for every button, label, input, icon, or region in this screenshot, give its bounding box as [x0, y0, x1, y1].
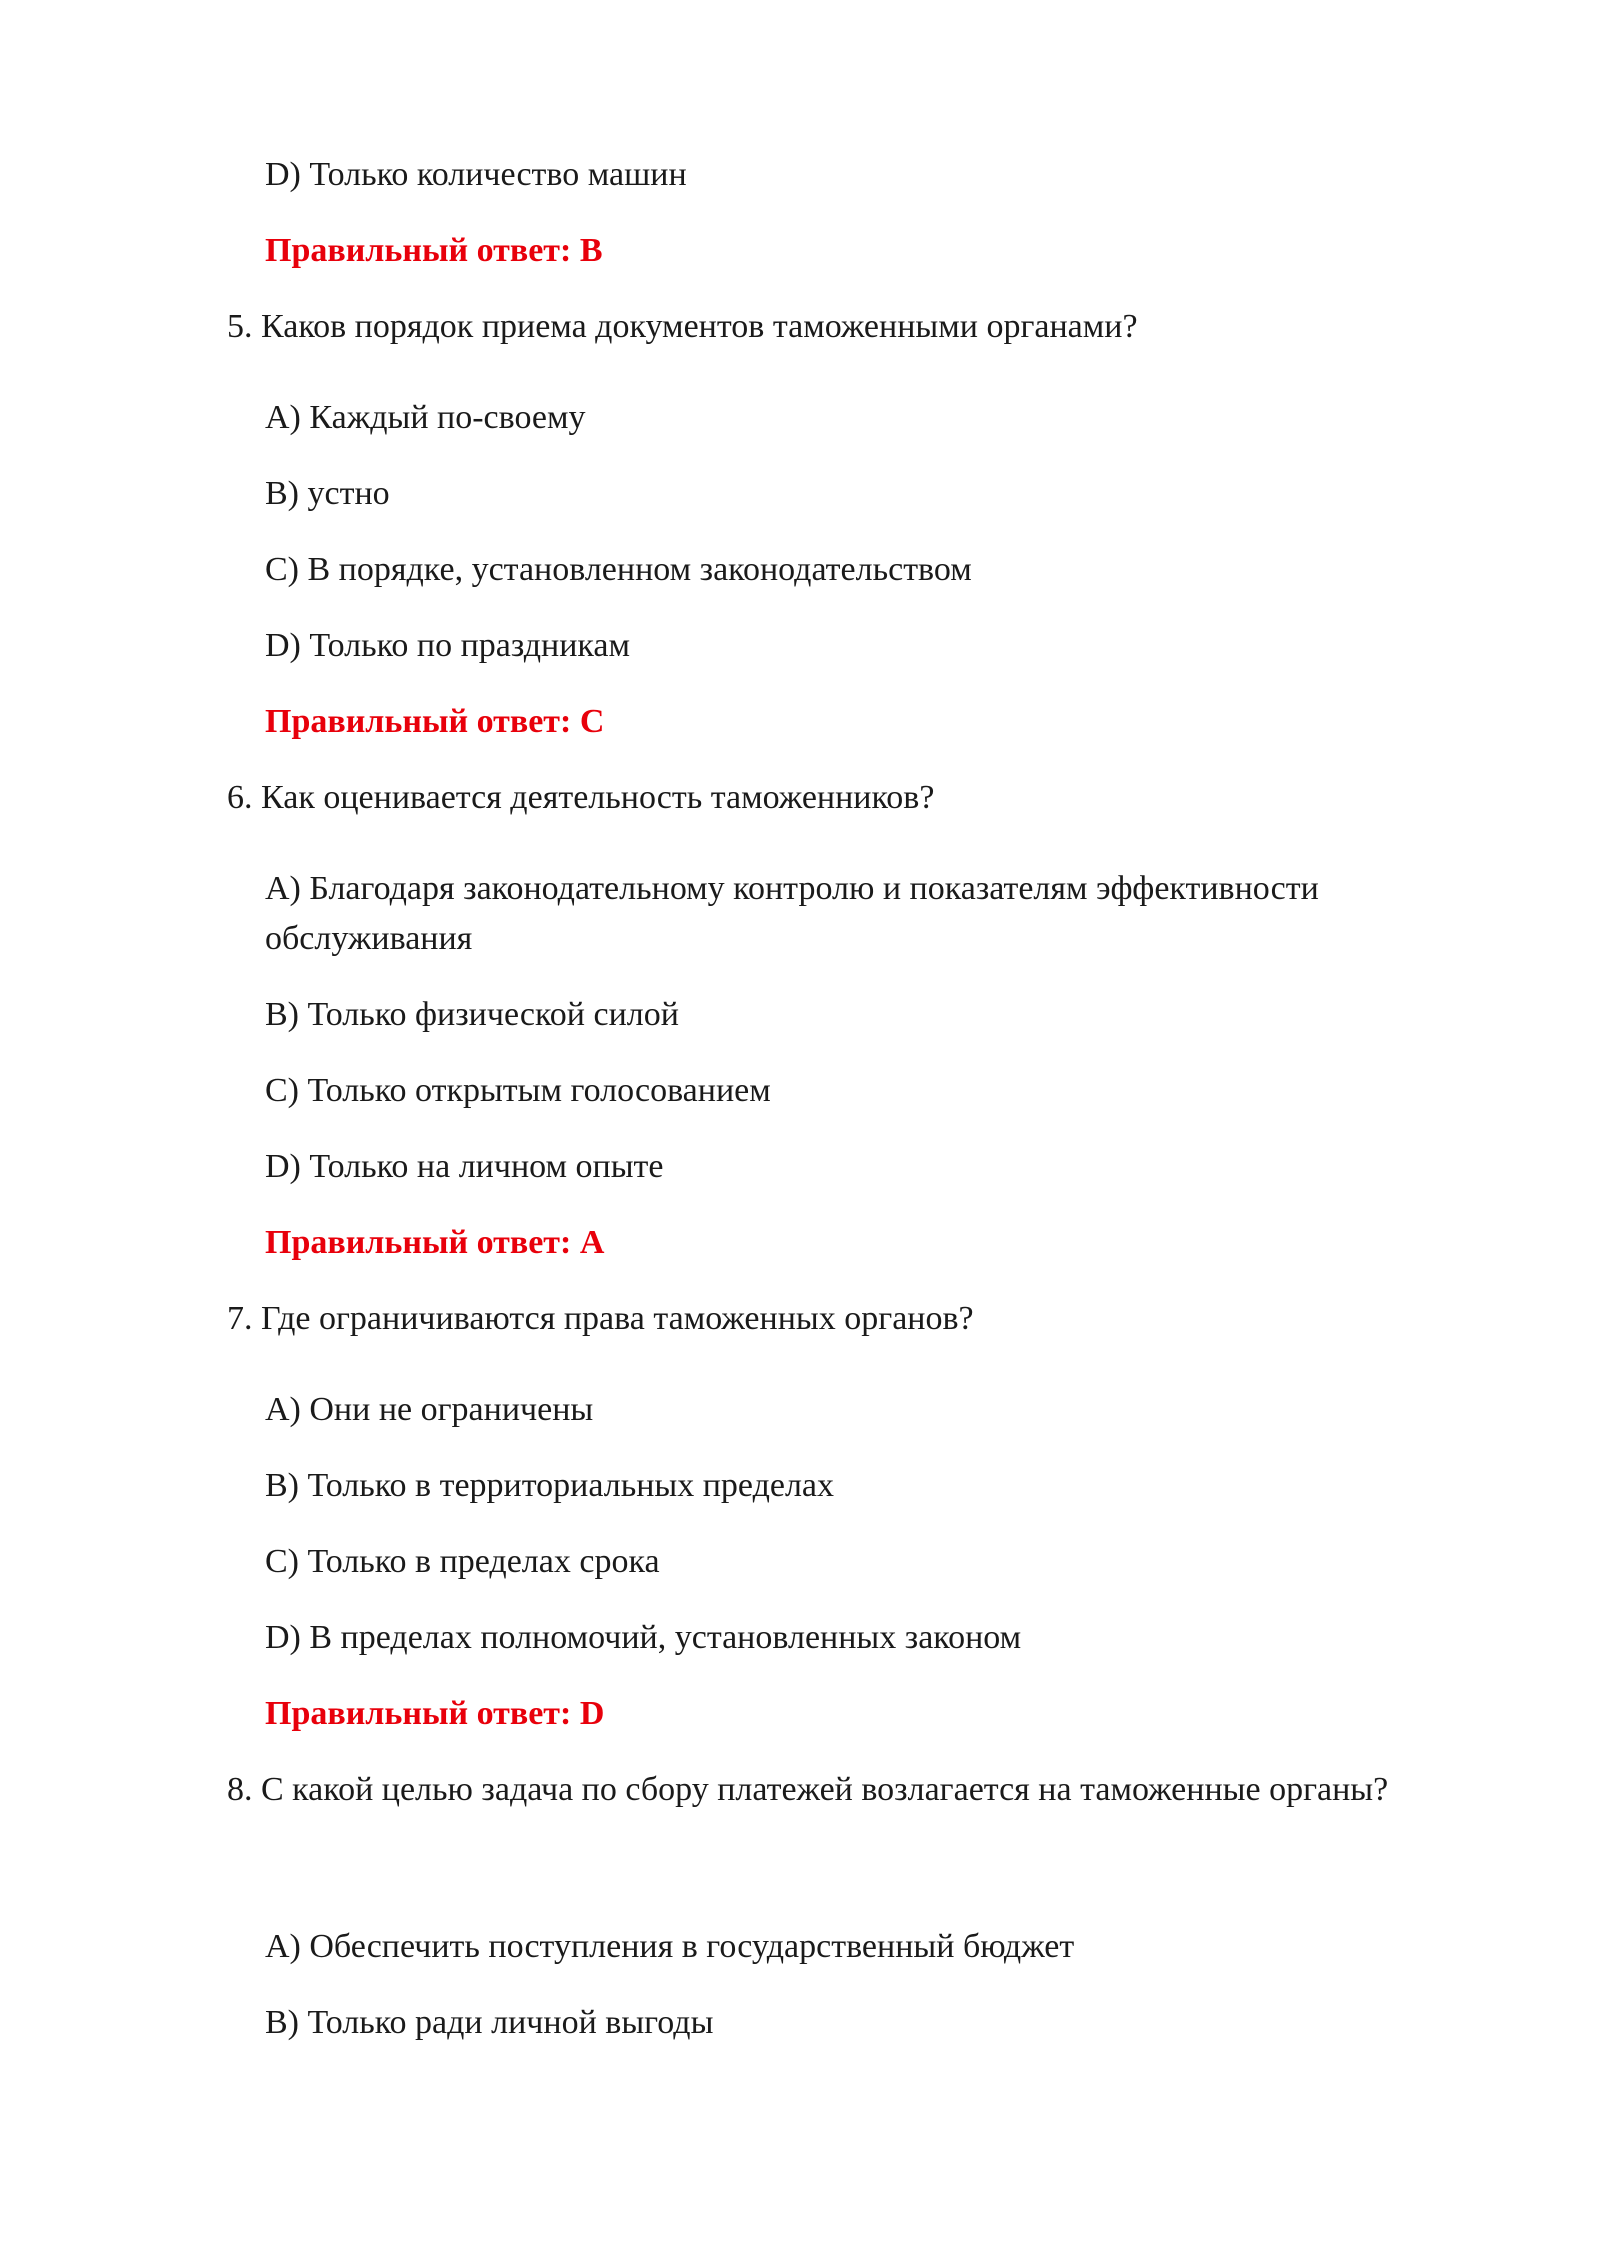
q5-question: 5. Каков порядок приема документов таможенными органами? — [227, 308, 1138, 345]
q8-question: 8. С какой целью задача по сбору платежей возлагается на таможенные органы? — [227, 1771, 1389, 1808]
q7-option-b: B) Только в территориальных пределах — [265, 1467, 835, 1504]
q7-option-a: A) Они не ограничены — [265, 1391, 594, 1428]
q4-option-d: D) Только количество машин — [265, 156, 687, 193]
q6-option-b: B) Только физической силой — [265, 996, 679, 1033]
q6-option-a: A) Благодаря законодательному контролю и показателям эффективности обслуживания — [265, 870, 1319, 957]
q6-option-d: D) Только на личном опыте — [265, 1148, 664, 1185]
q7-option-c: C) Только в пределах срока — [265, 1543, 660, 1580]
q5-correct-answer: Правильный ответ: C — [265, 703, 605, 740]
q5-option-c: C) В порядке, установленном законодательством — [265, 551, 972, 588]
q5-option-d: D) Только по праздникам — [265, 627, 631, 664]
q6-option-c: C) Только открытым голосованием — [265, 1072, 771, 1109]
q7-question: 7. Где ограничиваются права таможенных органов? — [227, 1300, 974, 1337]
q7-correct-answer: Правильный ответ: D — [265, 1695, 605, 1732]
q6-correct-answer: Правильный ответ: A — [265, 1224, 605, 1261]
q5-option-b: B) устно — [265, 475, 390, 512]
q4-correct-answer: Правильный ответ: B — [265, 232, 603, 269]
q6-question: 6. Как оценивается деятельность таможенников? — [227, 779, 935, 816]
q5-option-a: A) Каждый по-своему — [265, 399, 586, 436]
q8-option-a: A) Обеспечить поступления в государственный бюджет — [265, 1928, 1075, 1965]
q7-option-d: D) В пределах полномочий, установленных законом — [265, 1619, 1022, 1656]
q8-option-b: B) Только ради личной выгоды — [265, 2004, 714, 2041]
